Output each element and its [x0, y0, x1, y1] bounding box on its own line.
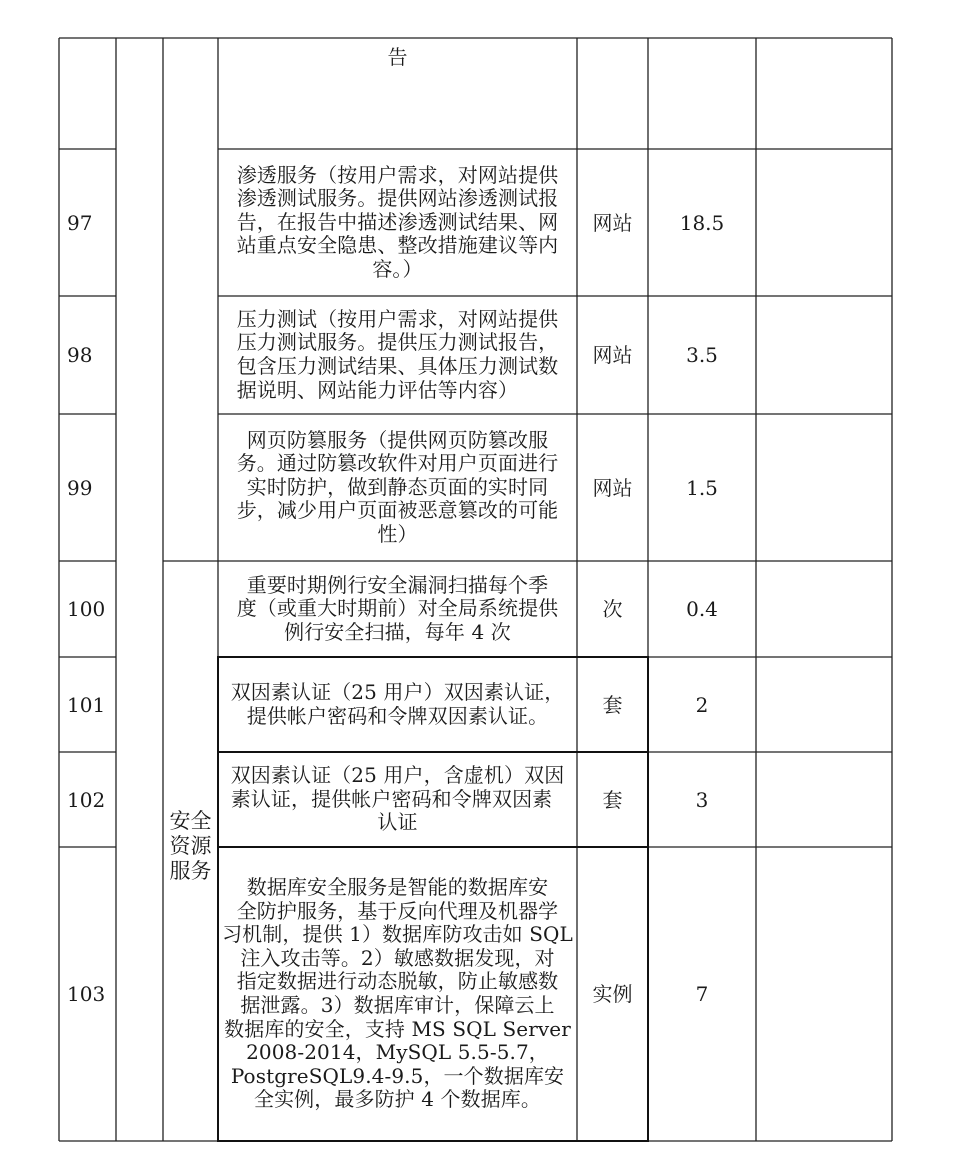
description-line: 性）	[377, 521, 418, 546]
table-row-number: 101	[67, 692, 106, 717]
description-line: 务。通过防篡改软件对用户页面进行	[236, 451, 559, 476]
description-line: 据说明、网站能力评估等内容）	[236, 377, 519, 402]
table-row-quantity: 3	[695, 787, 709, 812]
description-line: 容。）	[372, 256, 423, 281]
table-row-unit: 套	[602, 787, 623, 812]
description-line: PostgreSQL9.4-9.5，一个数据库安	[230, 1063, 565, 1088]
table-row-unit: 网站	[592, 343, 633, 367]
table-row-description	[218, 296, 577, 414]
table-row-quantity: 1.5	[686, 475, 718, 500]
description-line: 包含压力测试结果、具体压力测试数	[236, 354, 559, 378]
description-line: 压力测试（按用户需求，对网站提供	[236, 306, 559, 331]
description-line: 重要时期例行安全漏洞扫描每个季	[246, 572, 549, 597]
description-line: 数据库安全服务是智能的数据库安	[246, 875, 549, 900]
description-line: 网页防篡服务（提供网页防篡改服	[246, 427, 549, 452]
description-line: 度（或重大时期前）对全局系统提供	[236, 596, 559, 621]
description-line: 例行安全扫描，每年 4 次	[284, 619, 511, 644]
table-row-unit: 实例	[592, 982, 633, 1006]
table-row-description	[218, 847, 577, 1141]
category-label-line: 服务	[169, 859, 212, 884]
table-row-unit: 网站	[592, 475, 633, 500]
description-line: 压力测试服务。提供压力测试报告，	[236, 330, 559, 355]
description-line: 数据库的安全，支持 MS SQL Server	[224, 1016, 571, 1041]
description-line: 渗透服务（按用户需求，对网站提供	[236, 162, 559, 187]
table-row-description	[218, 149, 577, 296]
table-row-unit: 网站	[592, 210, 633, 235]
table-row-unit: 套	[602, 692, 623, 717]
table-row-quantity: 3.5	[686, 343, 718, 367]
description-line: 据泄露。3）数据库审计，保障云上	[240, 993, 555, 1017]
description-line: 全防护服务，基于反向代理及机器学	[236, 898, 559, 923]
category-label-line: 资源	[169, 834, 212, 859]
description-line: 告，在报告中描述渗透测试结果、网	[236, 209, 559, 234]
description-line: 习机制，提供 1）数据库防攻击如 SQL	[222, 922, 573, 947]
description-line: 素认证，提供帐户密码和令牌双因素	[230, 786, 553, 811]
table-row-number: 102	[67, 787, 106, 812]
category-label-line: 安全	[169, 809, 212, 833]
description-line: 双因素认证（25 用户）双因素认证，	[230, 679, 565, 704]
table-row-number: 99	[67, 475, 93, 500]
continued-description-cell	[218, 38, 577, 149]
continued-description-text: 告	[387, 45, 408, 69]
table-row-description	[218, 657, 577, 752]
description-line: 认证	[377, 810, 418, 835]
table-row-number: 100	[67, 597, 106, 621]
description-line: 全实例，最多防护 4 个数据库。	[253, 1087, 542, 1112]
table-row-description	[218, 561, 577, 657]
category-cell	[163, 561, 218, 1141]
description-line: 步，减少用户页面被恶意篡改的可能	[236, 498, 559, 523]
table-row-unit: 次	[602, 597, 623, 621]
table-row-number: 98	[67, 343, 93, 367]
description-line: 双因素认证（25 用户，含虚机）双因	[230, 763, 565, 788]
description-line: 实时防护，做到静态页面的实时同	[246, 474, 549, 499]
description-line: 2008-2014，MySQL 5.5-5.7，	[246, 1040, 549, 1065]
table-row-quantity: 18.5	[679, 210, 725, 235]
table-row-number: 97	[67, 210, 93, 235]
table-row-quantity: 7	[695, 982, 709, 1006]
description-line: 指定数据进行动态脱敏，防止敏感数	[236, 969, 559, 994]
description-line: 渗透测试服务。提供网站渗透测试报	[236, 186, 559, 211]
description-line: 站重点安全隐患、整改措施建议等内	[236, 233, 559, 258]
table-row-quantity: 0.4	[686, 597, 718, 621]
table-row-quantity: 2	[695, 692, 709, 717]
table-row-description	[218, 752, 577, 847]
table-row-description	[218, 414, 577, 561]
description-line: 提供帐户密码和令牌双因素认证。	[246, 703, 549, 728]
description-line: 注入攻击等。2）敏感数据发现，对	[240, 945, 555, 970]
table-row-number: 103	[67, 982, 106, 1006]
